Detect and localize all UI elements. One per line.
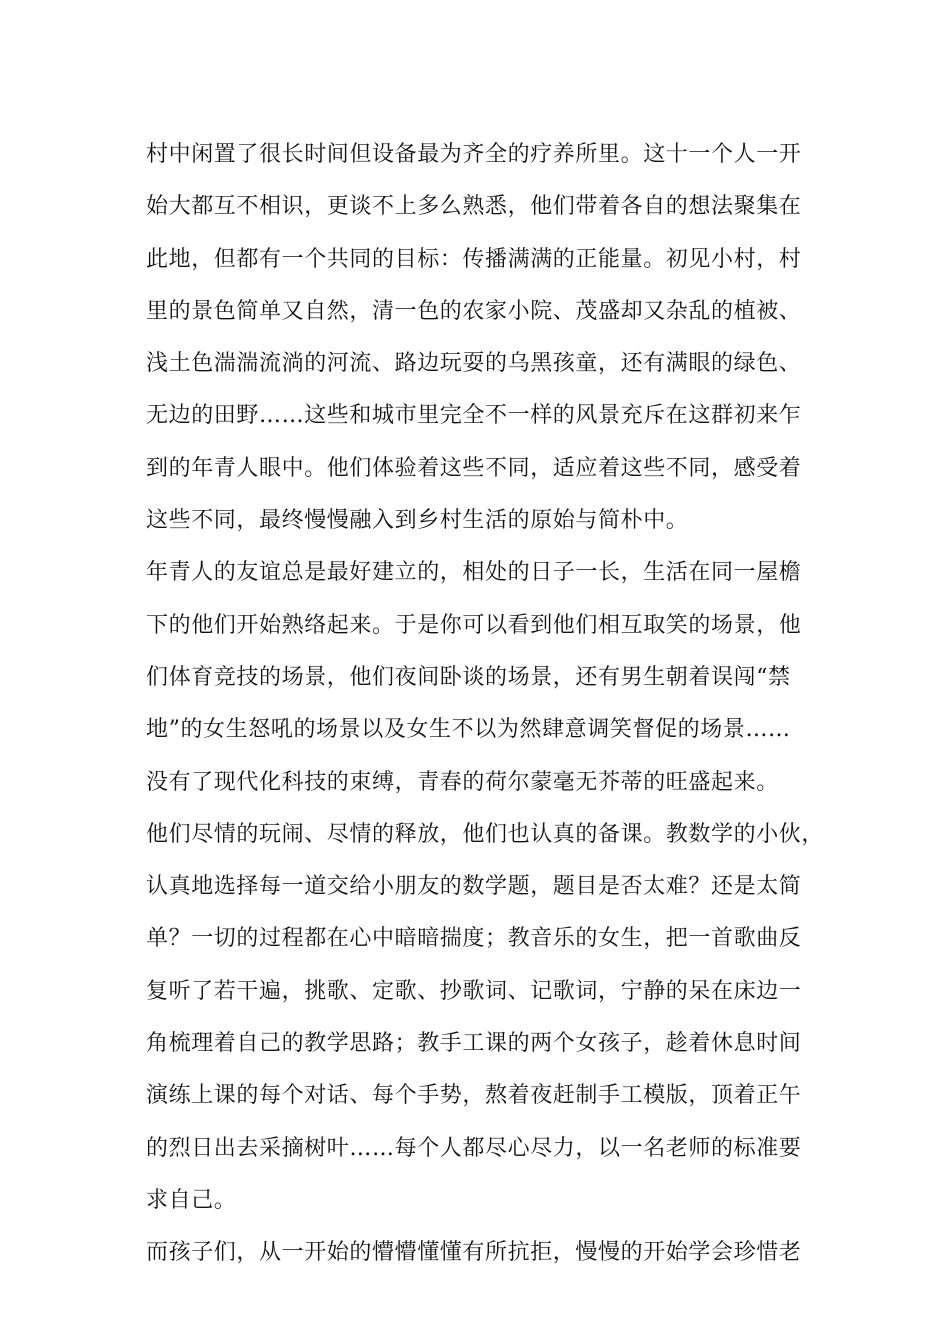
body-text [146, 129, 826, 1280]
text-line: 们体育竞技的场景，他们夜间卧谈的场景，还有男生朝着误闯“禁 [146, 664, 791, 690]
text-line: 此地，但都有一个共同的目标：传播满满的正能量。初见小村，村 [146, 246, 802, 272]
text-line: 村中闲置了很长时间但设备最为齐全的疗养所里。这十一个人一开 [146, 142, 802, 167]
text-line: 而孩子们，从一开始的懵懵懂懂有所抗拒，慢慢的开始学会珍惜老 [146, 1240, 802, 1266]
text-line: 没有了现代化科技的束缚，青春的荷尔蒙毫无芥蒂的旺盛起来。 [146, 769, 779, 795]
text-line: 这些不同，最终慢慢融入到乡村生活的原始与简朴中。 [146, 508, 689, 534]
text-line: 他们尽情的玩闹、尽情的释放，他们也认真的备课。教数学的小伙， [146, 821, 825, 847]
text-line: 地”的女生怒吼的场景以及女生不以为然肆意调笑督促的场景…… [146, 717, 791, 743]
text-line: 复听了若干遍，挑歌、定歌、抄歌词、记歌词，宁静的呆在床边一 [146, 978, 802, 1004]
text-line: 里的景色简单又自然，清一色的农家小院、茂盛却又杂乱的植被、 [146, 298, 802, 324]
text-line: 演练上课的每个对话、每个手势，熬着夜赶制手工模版，顶着正午 [146, 1083, 802, 1109]
text-line: 认真地选择每一道交给小朋友的数学题，题目是否太难？还是太简 [146, 874, 802, 900]
text-line: 单？一切的过程都在心中暗暗揣度；教音乐的女生，把一首歌曲反 [146, 926, 802, 952]
text-line: 下的他们开始熟络起来。于是你可以看到他们相互取笑的场景，他 [146, 612, 802, 638]
text-line: 始大都互不相识，更谈不上多么熟悉，他们带着各自的想法聚集在 [146, 194, 802, 220]
text-line: 求自己。 [146, 1187, 237, 1213]
text-line: 浅土色湍湍流淌的河流、路边玩耍的乌黑孩童，还有满眼的绿色、 [146, 351, 802, 377]
text-line: 角梳理着自己的教学思路；教手工课的两个女孩子，趁着休息时间 [146, 1031, 802, 1057]
text-line: 到的年青人眼中。他们体验着这些不同，适应着这些不同，感受着 [146, 455, 802, 481]
text-line: 无边的田野……这些和城市里完全不一样的风景充斥在这群初来乍 [146, 403, 802, 429]
text-line: 的烈日出去采摘树叶……每个人都尽心尽力，以一名老师的标准要 [146, 1135, 802, 1161]
text-line: 年青人的友谊总是最好建立的，相处的日子一长，生活在同一屋檐 [146, 560, 802, 586]
